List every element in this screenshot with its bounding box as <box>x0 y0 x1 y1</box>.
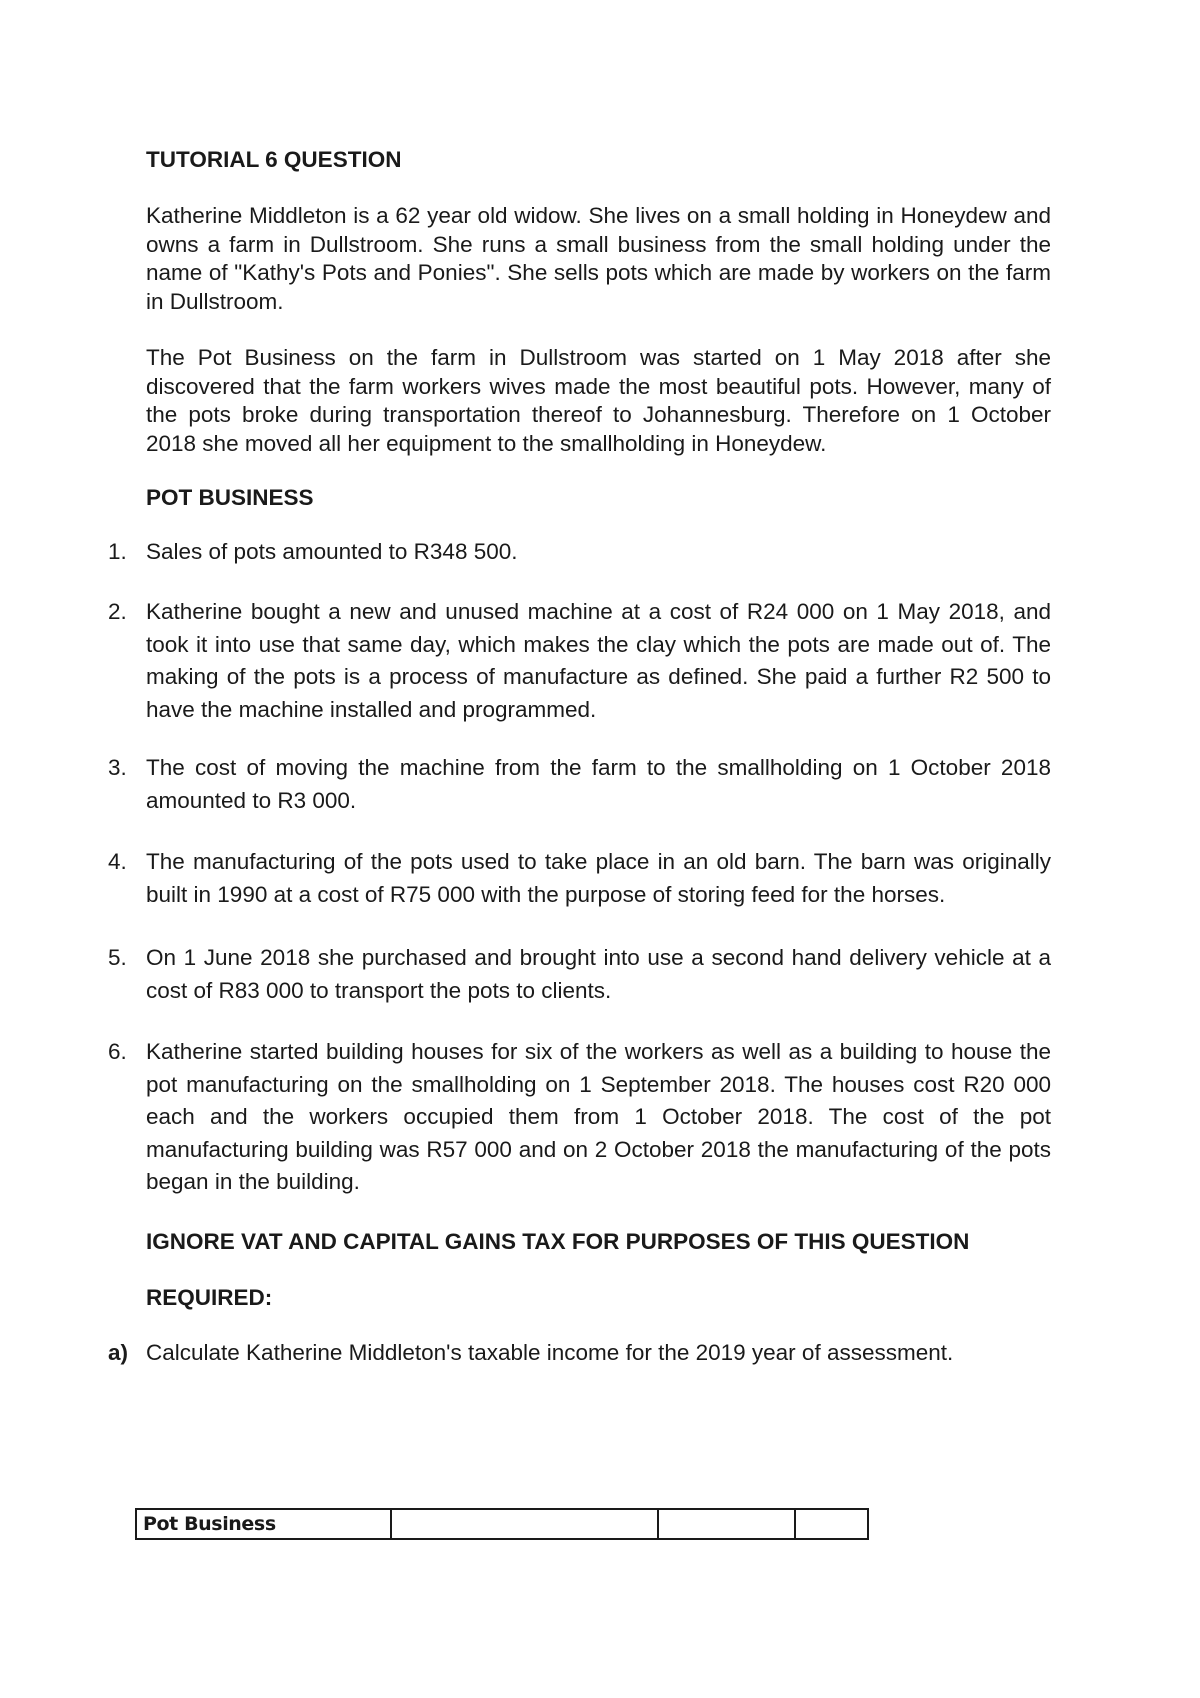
list-item-number: 2. <box>108 599 127 624</box>
table-cell <box>658 1509 796 1539</box>
list-item-text: The manufacturing of the pots used to take place in an old barn. The barn was originally built in 1990 at a cost of R75 000 with the purpose of storing feed for the horses. <box>146 849 1051 907</box>
table-cell <box>391 1509 657 1539</box>
answer-table <box>135 1508 869 1540</box>
list-item-number: 4. <box>108 849 127 874</box>
required-item-label: a) <box>108 1340 129 1365</box>
intro-paragraph-2: The Pot Business on the farm in Dullstroom was started on 1 May 2018 after she discovered that the farm workers wives made the most beautiful pots. However, many of the pots broke during transportation thereof to Johannesburg. Therefore on 1 October 2018 she moved all her equipment to the smallholding in Honeydew. <box>146 345 1051 456</box>
list-item-text: Katherine started building houses for six of the workers as well as a building to house the pot manufacturing on the smallholding on 1 September 2018. The houses cost R20 000 each and the workers occupied them from 1 October 2018. The cost of the pot manufacturing building was R57 000 and on 2 October 2018 the manufacturing of the pots began in the building. <box>146 1039 1051 1194</box>
list-item-number: 1. <box>108 539 127 564</box>
intro-paragraph-1: Katherine Middleton is a 62 year old widow. She lives on a small holding in Honeydew and owns a farm in Dullstroom. She runs a small business from the small holding under the name of "Kathy's Pots and Ponies". She sells pots which are made by workers on the farm in Dullstroom. <box>146 203 1051 314</box>
list-item-text: Sales of pots amounted to R348 500. <box>146 539 518 564</box>
list-item <box>108 536 1051 569</box>
list-item-number: 5. <box>108 945 127 970</box>
list-item <box>108 942 1051 1007</box>
required-item <box>108 1338 1051 1368</box>
list-item <box>108 1036 1051 1199</box>
list-item <box>108 596 1051 726</box>
section-heading-pot-business: POT BUSINESS <box>146 485 314 510</box>
table-row <box>136 1509 868 1539</box>
ignore-note: IGNORE VAT AND CAPITAL GAINS TAX FOR PURPOSES OF THIS QUESTION <box>146 1229 970 1254</box>
list-item-number: 3. <box>108 755 127 780</box>
table-cell <box>795 1509 868 1539</box>
required-item-text: Calculate Katherine Middleton's taxable income for the 2019 year of assessment. <box>146 1340 954 1365</box>
table-cell-label: Pot Business <box>136 1509 391 1539</box>
list-item-text: Katherine bought a new and unused machine at a cost of R24 000 on 1 May 2018, and took it into use that same day, which makes the clay which the pots are made out of. The making of the pots is a process of manufacture as defined. She paid a further R2 500 to have the machine installed and programmed. <box>146 599 1051 722</box>
required-heading: REQUIRED: <box>146 1285 273 1310</box>
list-item-text: On 1 June 2018 she purchased and brought into use a second hand delivery vehicle at a cost of R83 000 to transport the pots to clients. <box>146 945 1051 1003</box>
list-item <box>108 752 1051 817</box>
document-title: TUTORIAL 6 QUESTION <box>146 147 402 172</box>
list-item <box>108 846 1051 911</box>
list-item-number: 6. <box>108 1039 127 1064</box>
list-item-text: The cost of moving the machine from the farm to the smallholding on 1 October 2018 amounted to R3 000. <box>146 755 1051 813</box>
